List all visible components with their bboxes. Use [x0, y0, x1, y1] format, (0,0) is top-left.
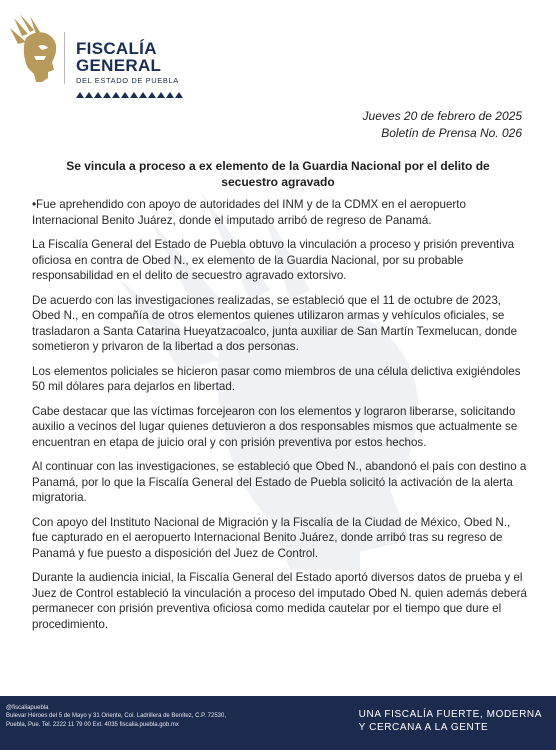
page-header [0, 0, 556, 100]
logo-pattern [76, 92, 184, 98]
footer-slogan [359, 708, 542, 734]
slogan-line: Y CERCANA A LA GENTE [358, 722, 489, 733]
slogan-line: UNA FISCALÍA FUERTE, MODERNA [358, 709, 542, 720]
press-release-title: Se vincula a proceso a ex elemento de la Guardia Nacional por el delito de secuestro agravado [66, 159, 490, 189]
logo-line-estado: DEL ESTADO DE PUEBLA [76, 76, 179, 85]
body-paragraph: Durante la audiencia inicial, la Fiscalía General del Estado aportó diversos datos de prueba y el Juez de Control estableció la vinculación a proceso del imputado Obed N. quien además deberá permanecer con prisión preventiva oficiosa como medida cautelar por el tiempo que dure el procedimiento. [32, 571, 527, 631]
social-handle: @fiscaliapuebla [6, 705, 49, 711]
logo-divider [64, 32, 65, 84]
press-release-body [32, 197, 528, 641]
bulletin-number: Boletín de Prensa No. 026 [381, 126, 522, 140]
logo-line-fiscalia: FISCALÍA [76, 39, 157, 58]
body-paragraph: Al continuar con las investigaciones, se estableció que Obed N., abandonó el país con destino a Panamá, por lo que la Fiscalía General del Estado de Puebla solicitó la activación de la alerta migratoria. [32, 460, 527, 504]
dateline [363, 108, 522, 142]
body-paragraph: •Fue aprehendido con apoyo de autoridades del INM y de la CDMX en el aeropuerto Internacional Benito Juárez, donde el imputado arribó de regreso de Panamá. [32, 198, 466, 227]
eagle-warrior-head-icon [8, 12, 62, 92]
logo-line-general: GENERAL [76, 56, 162, 75]
body-paragraph: Con apoyo del Instituto Nacional de Migración y la Fiscalía de la Ciudad de México, Obed N., fue capturado en el aeropuerto Internacional Benito Juárez, donde arribó tras su regreso de Panamá y fue puesto a disposición del Juez de Control. [32, 515, 511, 560]
footer-address-line: Puebla, Pue. Tel. 2222 11 79 00 Ext. 4035 fiscalia.puebla.gob.mx [6, 721, 179, 728]
body-paragraph: La Fiscalía General del Estado de Puebla obtuvo la vinculación a proceso y prisión preventiva oficiosa en contra de Obed N., ex elemento de la Guardia Nacional, por su probable responsabilidad en el delito de secuestro agravado extorsivo. [32, 238, 515, 282]
body-paragraph: Cabe destacar que las víctimas forcejearon con los elementos y lograron liberarse, solicitando auxilio a vecinos del lugar quienes detuvieron a dos responsables mismos que actualmente se encuentran en etapa de juicio oral y con prisión preventiva por estos hechos. [32, 404, 518, 449]
body-paragraph: Los elementos policiales se hicieron pasar como miembros de una célula delictiva exigiéndoles 50 mil dólares para dejarlos en libertad. [32, 364, 521, 393]
page-footer [0, 696, 556, 750]
body-paragraph: De acuerdo con las investigaciones realizadas, se estableció que el 11 de octubre de 2023, Obed N., en compañía de otros elementos quienes utilizaron armas y vehículos oficiales, se trasladaron a Santa Catarina Hueyatzacoalco, junta auxiliar de San Martín Texmelucan, donde sometieron y privaron de la libertad a dos personas. [32, 293, 518, 353]
bulletin-date: Jueves 20 de febrero de 2025 [362, 109, 522, 123]
footer-contact [6, 704, 226, 729]
logo-wordmark [76, 40, 184, 103]
footer-address-line: Bulevar Héroes del 5 de Mayo y 31 Oriente, Col. Ladrillera de Benítez, C.P. 72530, [6, 713, 227, 720]
